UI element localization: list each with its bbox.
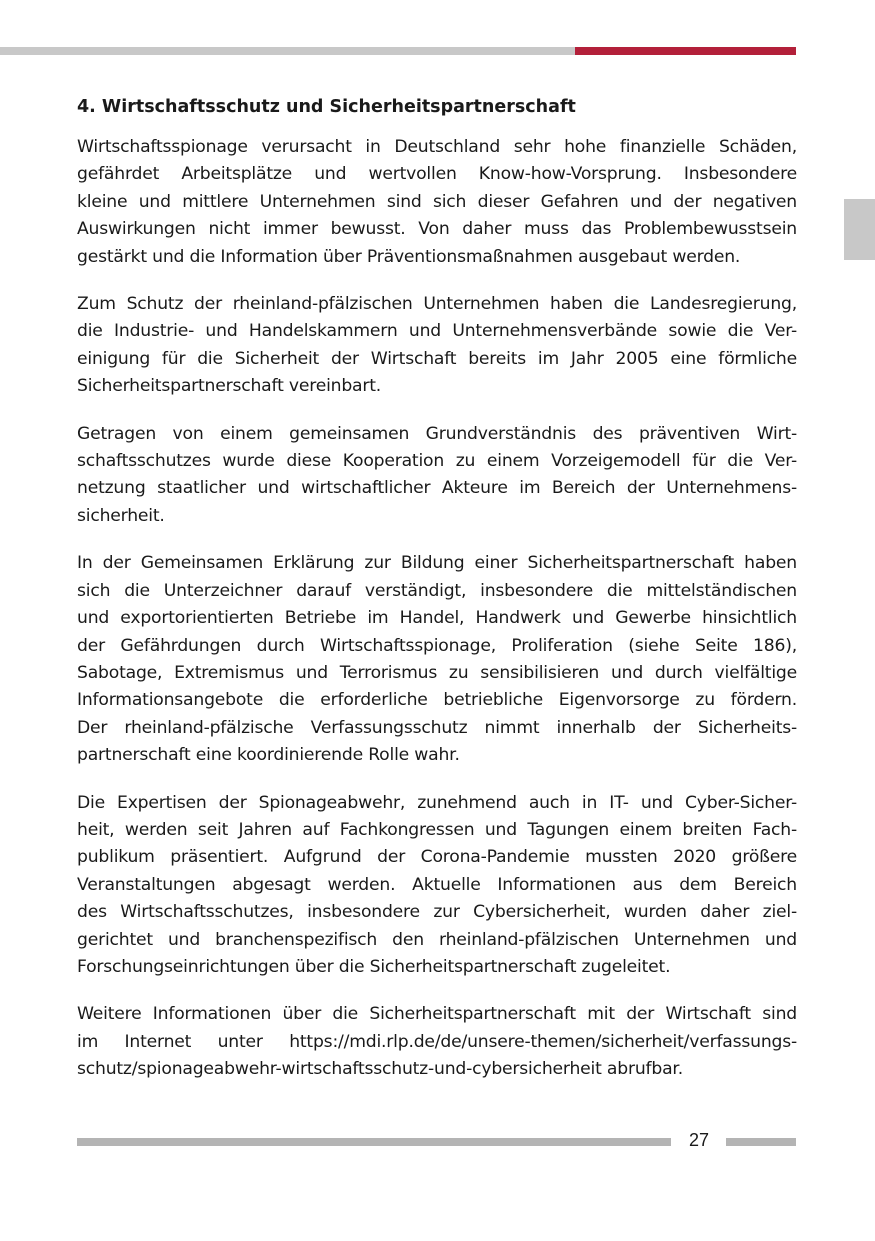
text-line: netzung staatlicher und wirtschaftlicher Akteure im Bereich der Unternehmens-: [77, 478, 797, 499]
text-line: Forschungseinrichtungen über die Sicherheitspartnerschaft zugeleitet.: [77, 956, 671, 977]
text-line: Wirtschaftsspionage verursacht in Deutschland sehr hohe finanzielle Schäden,: [77, 137, 797, 157]
text-line: sicherheit.: [77, 505, 165, 526]
text-line: In der Gemeinsamen Erklärung zur Bildung einer Sicherheitspartnerschaft haben: [77, 553, 797, 574]
section-heading: 4. Wirtschaftsschutz und Sicherheitspartnerschaft: [77, 97, 576, 117]
text-line: publikum präsentiert. Aufgrund der Corona-Pandemie mussten 2020 größere: [77, 847, 797, 868]
chapter-side-tab: [844, 199, 875, 260]
text-line: sich die Unterzeichner darauf verständigt, insbesondere die mittelständischen: [77, 580, 797, 601]
text-line: heit, werden seit Jahren auf Fachkongressen und Tagungen einem breiten Fach-: [77, 819, 797, 840]
page-number: 27: [688, 1130, 710, 1150]
text-line: partnerschaft eine koordinierende Rolle wahr.: [77, 745, 460, 766]
text-line: gerichtet und branchenspezifisch den rheinland-pfälzischen Unternehmen und: [77, 929, 797, 950]
text-line: Sicherheitspartnerschaft vereinbart.: [77, 376, 382, 397]
text-line: gestärkt und die Information über Präventionsmaßnahmen ausgebaut werden.: [77, 246, 741, 267]
text-line: Die Expertisen der Spionageabwehr, zunehmend auch in IT- und Cyber-Sicher-: [77, 792, 797, 813]
text-line: und exportorientierten Betriebe im Handel, Handwerk und Gewerbe hinsichtlich: [77, 608, 797, 629]
header-rule-gray: [0, 47, 575, 55]
text-line: Weitere Informationen über die Sicherheitspartnerschaft mit der Wirtschaft sind: [77, 1004, 797, 1025]
page-content: [77, 94, 797, 1104]
paragraph-3: [77, 421, 797, 531]
footer-rule-left: [77, 1138, 671, 1146]
paragraph-6: [77, 1001, 797, 1083]
footer-rule-right: [726, 1138, 796, 1146]
paragraph-5: [77, 790, 797, 982]
text-line: im Internet unter https://mdi.rlp.de/de/unsere-themen/sicherheit/verfassungs-: [77, 1031, 797, 1052]
text-line: kleine und mittlere Unternehmen sind sich dieser Gefahren und der negativen: [77, 191, 797, 212]
text-line: Der rheinland-pfälzische Verfassungsschutz nimmt innerhalb der Sicherheits-: [77, 717, 797, 738]
text-line: der Gefährdungen durch Wirtschaftsspionage, Proliferation (siehe Seite 186),: [77, 635, 797, 656]
paragraph-1: [77, 134, 797, 271]
text-line: gefährdet Arbeitsplätze und wertvollen Know-how-Vorsprung. Insbesondere: [77, 164, 797, 185]
text-line: des Wirtschaftsschutzes, insbesondere zur Cybersicherheit, wurden daher ziel-: [77, 902, 797, 923]
header-rule-red: [575, 47, 796, 55]
paragraph-2: [77, 291, 797, 401]
text-line: schutz/spionageabwehr-wirtschaftsschutz-und-cybersicherheit abrufbar.: [77, 1059, 683, 1080]
text-line: schaftsschutzes wurde diese Kooperation zu einem Vorzeigemodell für die Ver-: [77, 451, 797, 472]
text-line: Getragen von einem gemeinsamen Grundverständnis des präventiven Wirt-: [77, 423, 797, 444]
text-line: einigung für die Sicherheit der Wirtschaft bereits im Jahr 2005 eine förmliche: [77, 348, 797, 369]
text-line: Informationsangebote die erforderliche betriebliche Eigenvorsorge zu fördern.: [77, 690, 797, 711]
text-line: die Industrie- und Handelskammern und Unternehmensverbände sowie die Ver-: [77, 321, 797, 342]
paragraph-4: [77, 550, 797, 769]
text-line: Sabotage, Extremismus und Terrorismus zu sensibilisieren und durch vielfältige: [77, 662, 797, 683]
text-line: Veranstaltungen abgesagt werden. Aktuelle Informationen aus dem Bereich: [77, 874, 797, 895]
text-line: Zum Schutz der rheinland-pfälzischen Unternehmen haben die Landesregierung,: [77, 294, 797, 315]
text-line: Auswirkungen nicht immer bewusst. Von daher muss das Problembewusstsein: [77, 219, 797, 240]
